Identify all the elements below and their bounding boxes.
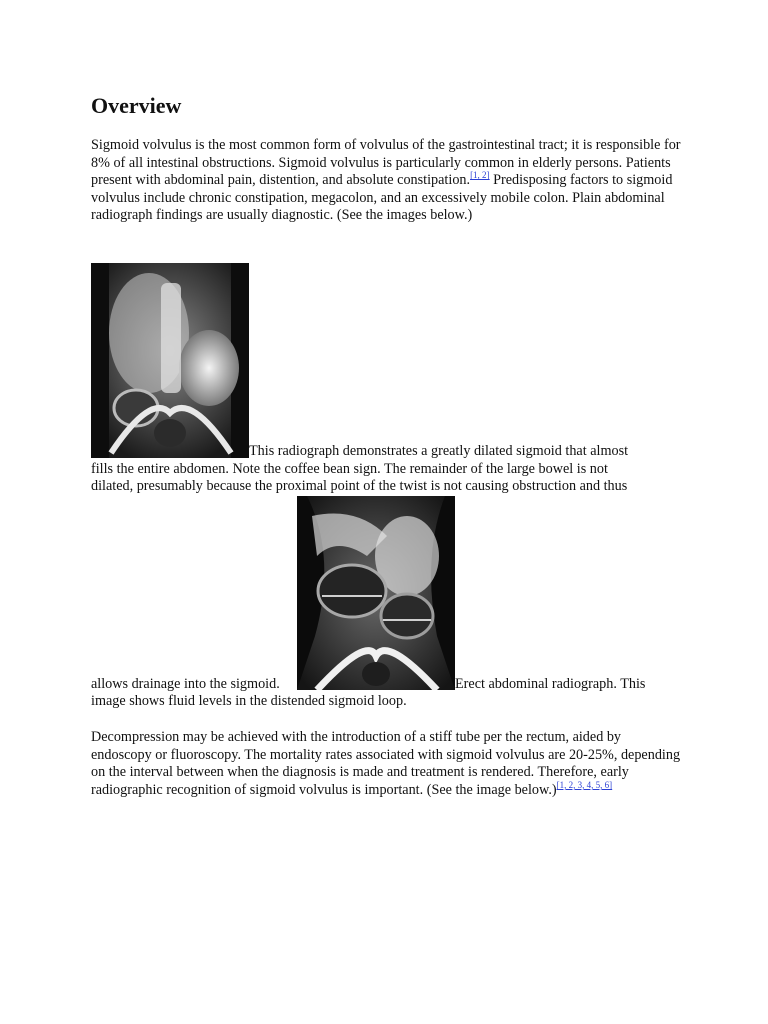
caption2-line2: image shows fluid levels in the distended sigmoid loop.: [91, 693, 407, 709]
intro-paragraph: [91, 137, 681, 225]
treatment-text: Decompression may be achieved with the introduction of a stiff tube per the rectum, aided by endoscopy or fluoroscopy. The mortality rates associated with sigmoid volvulus are 20-25%, depending on the interval between when the diagnosis is made and treatment is rendered. Therefore, early radiographic recognition of sigmoid volvulus is important. (See the image below.): [91, 729, 681, 798]
caption2-line1: Erect abdominal radiograph. This: [455, 676, 646, 692]
reference-link-1-2[interactable]: [1, 2]: [470, 170, 490, 181]
page-title: Overview: [91, 93, 182, 118]
radiograph-erect-image: [297, 496, 455, 690]
intro-text: Sigmoid volvulus is the most common form of volvulus of the gastrointestinal tract; it is responsible for 8% of all intestinal obstructions. Sigmoid volvulus is particularly common in elderly persons. Patients present with abdominal pain, distention, and absolute constipation.: [91, 137, 681, 189]
radiograph-supine-image: [91, 263, 249, 458]
intro-text-continued: Predisposing factors to sigmoid volvulus include chronic constipation, megacolon, and an excessively mobile colon. Plain abdominal radiograph findings are usually diagnostic. (See the images below.): [91, 172, 673, 224]
caption1-line2: fills the entire abdomen. Note the coffee bean sign. The remainder of the large bowel is not: [91, 461, 608, 477]
caption1-line3: dilated, presumably because the proximal point of the twist is not causing obstruction and thus: [91, 478, 628, 494]
treatment-paragraph: [91, 729, 681, 799]
reference-link-1-6[interactable]: [1, 2, 3, 4, 5, 6]: [556, 779, 613, 790]
caption1-line1: This radiograph demonstrates a greatly dilated sigmoid that almost: [249, 443, 629, 459]
caption1-line4-start: allows drainage into the sigmoid.: [91, 676, 280, 692]
